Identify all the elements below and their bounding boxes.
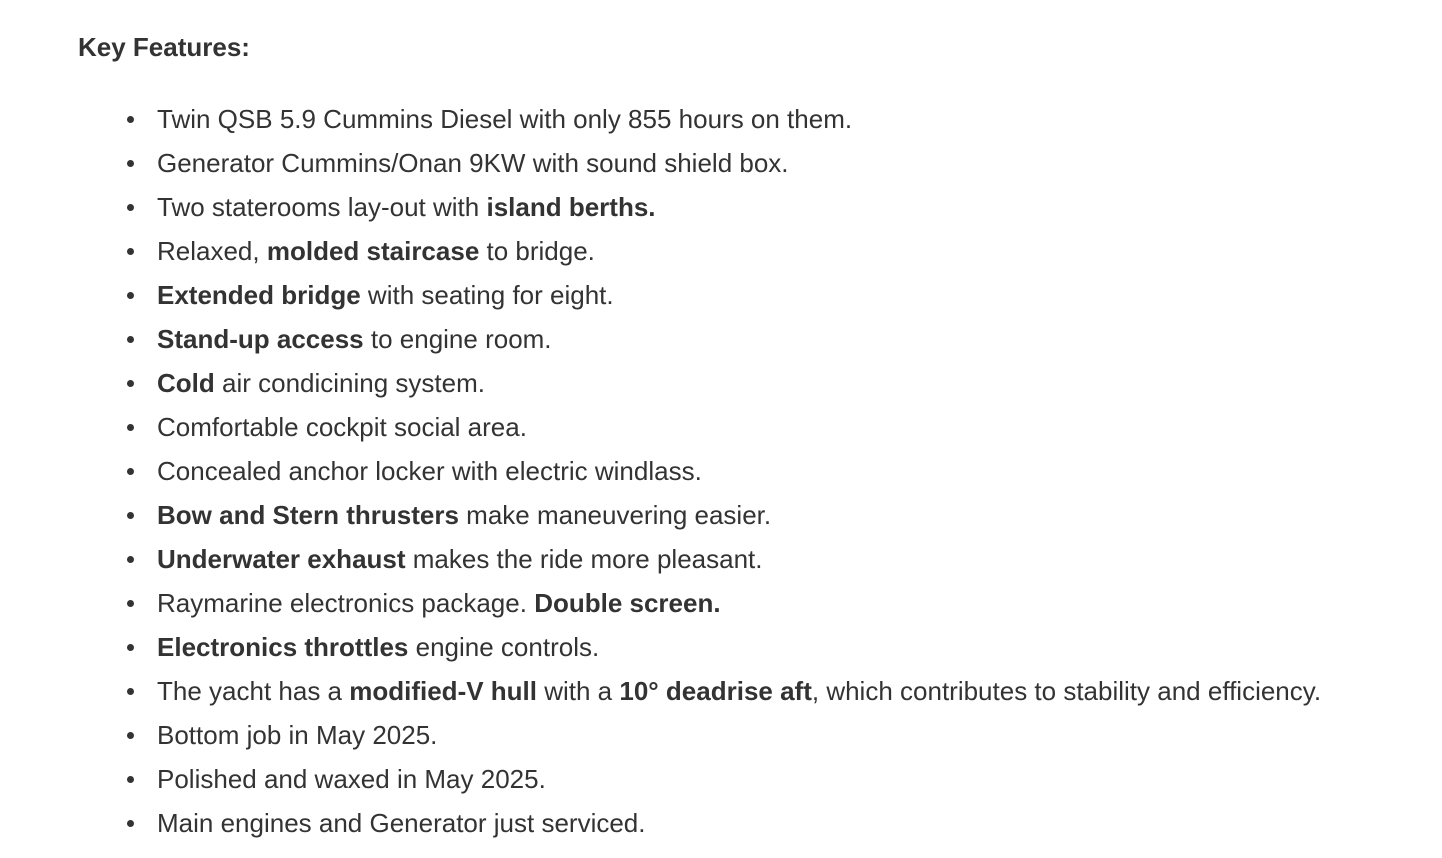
feature-list-item	[157, 141, 1321, 185]
feature-text: to engine room.	[363, 324, 552, 354]
feature-text-bold: Electronics throttles	[157, 632, 409, 662]
feature-text: Concealed anchor locker with electric windlass.	[157, 456, 702, 486]
feature-list-item	[157, 669, 1321, 713]
feature-list-item	[157, 713, 1321, 757]
feature-text: air condicining system.	[214, 368, 485, 398]
key-features-heading: Key Features:	[78, 32, 250, 62]
feature-list-item	[157, 317, 1321, 361]
feature-list-item	[157, 185, 1321, 229]
feature-text: make maneuvering easier.	[458, 500, 772, 530]
feature-text-bold: Extended bridge	[157, 280, 361, 310]
feature-list-item	[157, 625, 1321, 669]
feature-text: engine controls.	[408, 632, 600, 662]
feature-text-bold: island berths.	[486, 192, 656, 222]
feature-text-bold: 10° deadrise aft	[619, 676, 812, 706]
feature-text-bold: Stand-up access	[157, 324, 364, 354]
feature-text-bold: Cold	[157, 368, 215, 398]
feature-text: Generator Cummins/Onan 9KW with sound shield box.	[157, 148, 789, 178]
feature-text: to bridge.	[479, 236, 595, 266]
feature-text-bold: modified-V hull	[349, 676, 537, 706]
feature-text-bold: Underwater exhaust	[157, 544, 406, 574]
feature-text: , which contributes to stability and efficiency.	[811, 676, 1322, 706]
feature-text: Two staterooms lay-out with	[157, 192, 487, 222]
feature-text: Main engines and Generator just serviced.	[157, 808, 646, 838]
feature-list-item	[157, 273, 1321, 317]
feature-text-bold: Double screen.	[534, 588, 721, 618]
feature-list-item	[157, 405, 1321, 449]
feature-list-item	[157, 97, 1321, 141]
feature-text: Raymarine electronics package.	[157, 588, 535, 618]
feature-text: The yacht has a	[157, 676, 350, 706]
feature-list-item	[157, 801, 1321, 845]
feature-list-item	[157, 581, 1321, 625]
feature-text: Bottom job in May 2025.	[157, 720, 438, 750]
feature-text: with a	[537, 676, 620, 706]
feature-text: Relaxed,	[157, 236, 267, 266]
feature-text-bold: molded staircase	[266, 236, 480, 266]
feature-list-item	[157, 229, 1321, 273]
feature-text: Twin QSB 5.9 Cummins Diesel with only 855 hours on them.	[157, 104, 853, 134]
feature-text: Comfortable cockpit social area.	[157, 412, 527, 442]
feature-list-item	[157, 537, 1321, 581]
key-features-list	[157, 97, 1321, 845]
feature-list-item	[157, 449, 1321, 493]
feature-list-item	[157, 757, 1321, 801]
feature-list-item	[157, 361, 1321, 405]
feature-text: with seating for eight.	[360, 280, 614, 310]
feature-text-bold: Bow and Stern thrusters	[157, 500, 459, 530]
feature-text: Polished and waxed in May 2025.	[157, 764, 546, 794]
feature-list-item	[157, 493, 1321, 537]
feature-text: makes the ride more pleasant.	[405, 544, 763, 574]
